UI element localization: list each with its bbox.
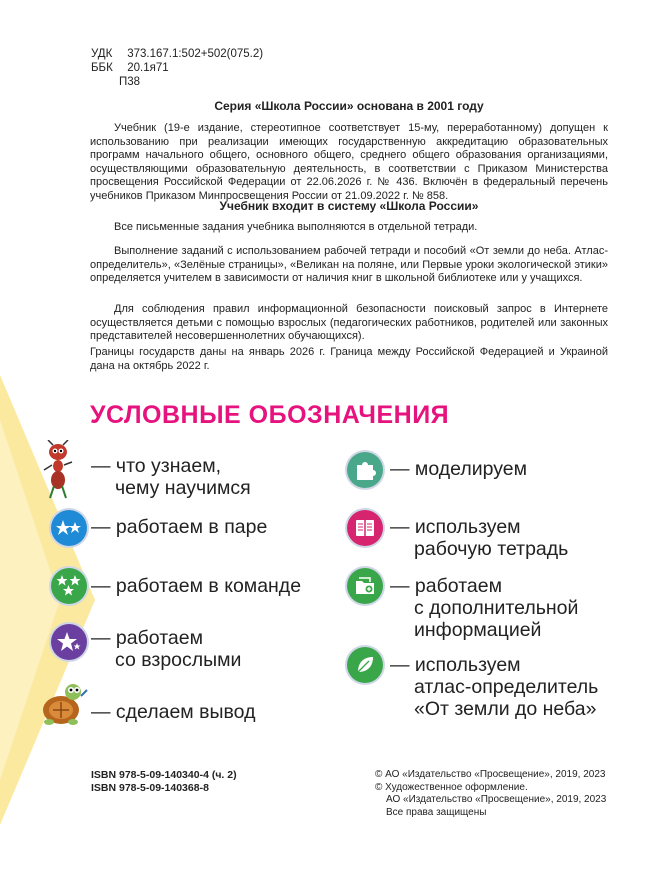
catalog-code: П38 bbox=[119, 76, 141, 88]
copyright-line-1: © АО «Издательство «Просвещение», 2019, 2023 bbox=[375, 769, 606, 780]
isbn-block bbox=[91, 769, 237, 795]
legend-item-team-line1: — работаем в команде bbox=[91, 575, 302, 597]
isbn-line-2: ISBN 978-5-09-140368-8 bbox=[91, 782, 209, 794]
udk-label: УДК bbox=[91, 48, 113, 60]
legend-item-learn-line1: — что узнаем, bbox=[91, 455, 222, 477]
legend-item-conclusion-line1: — сделаем вывод bbox=[91, 701, 256, 723]
folder-icon bbox=[347, 568, 383, 604]
legend-item-atlas bbox=[390, 654, 598, 720]
legend-item-team bbox=[91, 575, 301, 597]
turtle-icon bbox=[37, 680, 89, 728]
isbn-line-1: ISBN 978-5-09-140340-4 (ч. 2) bbox=[91, 769, 237, 781]
legend-item-atlas-line2: атлас-определитель bbox=[414, 676, 599, 698]
bbk-value: 20.1я71 bbox=[127, 62, 169, 74]
copyright-block bbox=[375, 769, 606, 819]
copyright-line-2: © Художественное оформление. bbox=[375, 781, 528, 793]
adult-star-icon bbox=[51, 624, 87, 660]
legend-item-learn-line2: чему научимся bbox=[115, 477, 251, 499]
legend-item-workbook-line1: — используем bbox=[390, 516, 521, 538]
workbook-icon bbox=[347, 510, 383, 546]
puzzle-icon bbox=[347, 452, 383, 488]
legend-item-additional-info-line2: с дополнительной bbox=[414, 597, 579, 619]
workbook-paragraph: Выполнение заданий с использованием рабочей тетради и пособий «От земли до неба. Атлас-определитель», «Зелёные страницы», «Великан на поляне, или Первые уроки экологической этики» определяется учителем в зависимости от наличия книг в школьной библиотеке или у учащихся. bbox=[90, 245, 608, 284]
safety-paragraph: Для соблюдения правил информационной безопасности поисковый запрос в Интернете осуществляется детьми с помощью взрослых (педагогических работников, родителей или законных представителей несовершеннолетних обучающихся). bbox=[90, 303, 608, 342]
leaf-icon bbox=[347, 647, 383, 683]
two-stars-icon bbox=[51, 510, 87, 546]
legend-item-workbook-line2: рабочую тетрадь bbox=[414, 538, 569, 560]
copyright-line-4: Все права защищены bbox=[386, 806, 487, 818]
bbk-label: ББК bbox=[91, 62, 113, 74]
series-heading: Серия «Школа России» основана в 2001 году bbox=[214, 99, 484, 113]
system-heading: Учебник входит в систему «Школа России» bbox=[219, 199, 479, 213]
legend-item-pair-line1: — работаем в паре bbox=[91, 516, 268, 538]
legend-item-adults bbox=[91, 627, 241, 671]
legend-item-additional-info-line1: — работаем bbox=[390, 575, 503, 597]
udk-value: 373.167.1:502+502(075.2) bbox=[127, 48, 264, 60]
legend-item-additional-info bbox=[390, 575, 578, 641]
intro-paragraph: Учебник (19-е издание, стереотипное соответствует 15-му, переработанному) допущен к использованию при реализации имеющих государственную аккредитацию образовательных программ начального общего, основного общего, среднего общего образования организациями, осуществляющими образовательную деятельность, в соответствии с Приказом Министерства просвещения Российской Федерации от 22.06.2026 г. № 436. Включён в федеральный перечень учебников Приказом Минпросвещения России от 21.09.2022 г. № 858. bbox=[90, 122, 608, 202]
legend-item-conclusion bbox=[91, 701, 255, 723]
ant-icon bbox=[40, 440, 76, 500]
legend-item-pair bbox=[91, 516, 267, 538]
legend-item-adults-line1: — работаем bbox=[91, 627, 204, 649]
legend-title: УСЛОВНЫЕ ОБОЗНАЧЕНИЯ bbox=[90, 401, 450, 429]
legend-item-atlas-line3: «От земли до неба» bbox=[414, 698, 597, 720]
copyright-line-3: АО «Издательство «Просвещение», 2019, 2023 bbox=[386, 794, 607, 805]
legend-item-adults-line2: со взрослыми bbox=[115, 649, 242, 671]
legend-item-learn bbox=[91, 455, 251, 499]
legend-item-modeling bbox=[390, 458, 527, 480]
legend-item-modeling-line1: — моделируем bbox=[390, 458, 527, 480]
legend-item-atlas-line1: — используем bbox=[390, 654, 521, 676]
bibliographic-info bbox=[91, 47, 263, 89]
written-tasks-note: Все письменные задания учебника выполняются в отдельной тетради. bbox=[114, 221, 478, 233]
team-stars-icon bbox=[51, 568, 87, 604]
borders-paragraph: Границы государств даны на январь 2026 г. Граница между Российской Федерацией и Украиной дана на октябрь 2022 г. bbox=[90, 346, 608, 372]
legend-item-workbook bbox=[390, 516, 568, 560]
legend-item-additional-info-line3: информацией bbox=[414, 619, 542, 641]
